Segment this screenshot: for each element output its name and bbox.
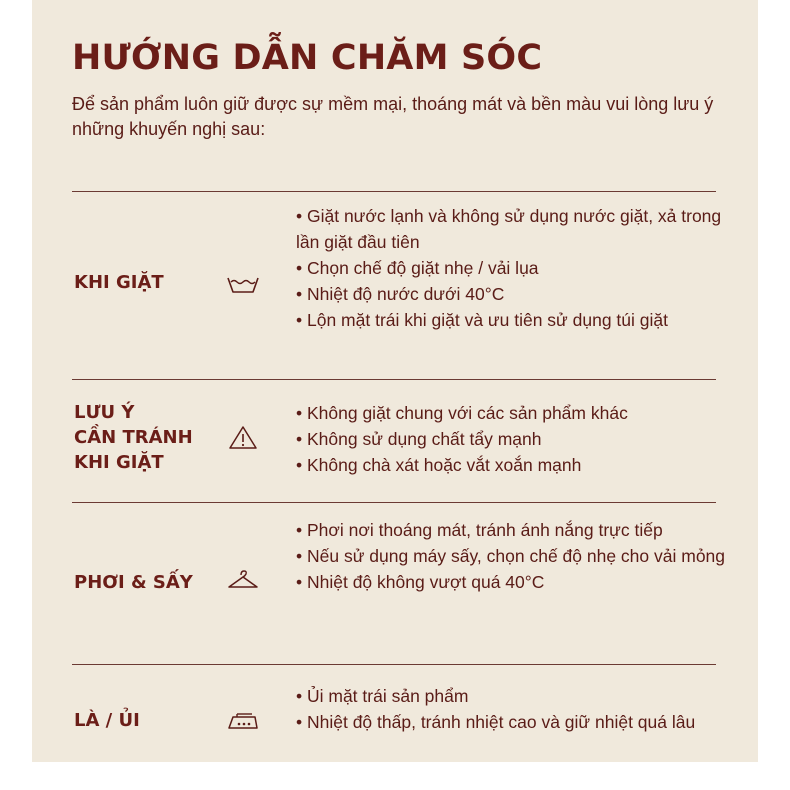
section-list-washing: [296, 203, 726, 333]
list-item: • Nhiệt độ thấp, tránh nhiệt cao và giữ nhiệt quá lâu: [296, 712, 696, 732]
section-divider: [72, 664, 716, 665]
hanger-icon: [225, 567, 261, 593]
iron-icon: [225, 708, 261, 734]
section-list-cautions: [296, 400, 726, 478]
list-item: • Ủi mặt trái sản phẩm: [296, 686, 469, 706]
section-list-drying: [296, 517, 726, 595]
section-label-washing: KHI GIẶT: [74, 272, 164, 293]
wash-basin-icon: [225, 272, 261, 298]
list-item: • Lộn mặt trái khi giặt và ưu tiên sử dụng túi giặt: [296, 310, 668, 330]
list-item: • Không sử dụng chất tẩy mạnh: [296, 429, 542, 449]
section-divider: [72, 191, 716, 192]
section-list-ironing: [296, 683, 726, 735]
section-label-drying: PHƠI & SẤY: [74, 572, 193, 593]
warning-icon: [225, 424, 261, 450]
intro-text: Để sản phẩm luôn giữ được sự mềm mại, thoáng mát và bền màu vui lòng lưu ý những khuyến nghị sau:: [72, 94, 714, 139]
list-item: • Nhiệt độ không vượt quá 40°C: [296, 572, 545, 592]
list-item: • Chọn chế độ giặt nhẹ / vải lụa: [296, 258, 539, 278]
page-title: HƯỚNG DẪN CHĂM SÓC: [72, 38, 543, 78]
list-item: • Nếu sử dụng máy sấy, chọn chế độ nhẹ cho vải mỏng: [296, 546, 726, 566]
list-item: • Không giặt chung với các sản phẩm khác: [296, 403, 628, 423]
section-label-cautions: LƯU Ý CẦN TRÁNH KHI GIẶT: [74, 402, 193, 473]
list-item: • Phơi nơi thoáng mát, tránh ánh nắng trực tiếp: [296, 520, 663, 540]
section-divider: [72, 379, 716, 380]
section-divider: [72, 502, 716, 503]
section-label-ironing: LÀ / ỦI: [74, 710, 140, 731]
list-item: • Nhiệt độ nước dưới 40°C: [296, 284, 505, 304]
list-item: • Giặt nước lạnh và không sử dụng nước giặt, xả trong lần giặt đầu tiên: [296, 206, 722, 252]
list-item: • Không chà xát hoặc vắt xoắn mạnh: [296, 455, 582, 475]
